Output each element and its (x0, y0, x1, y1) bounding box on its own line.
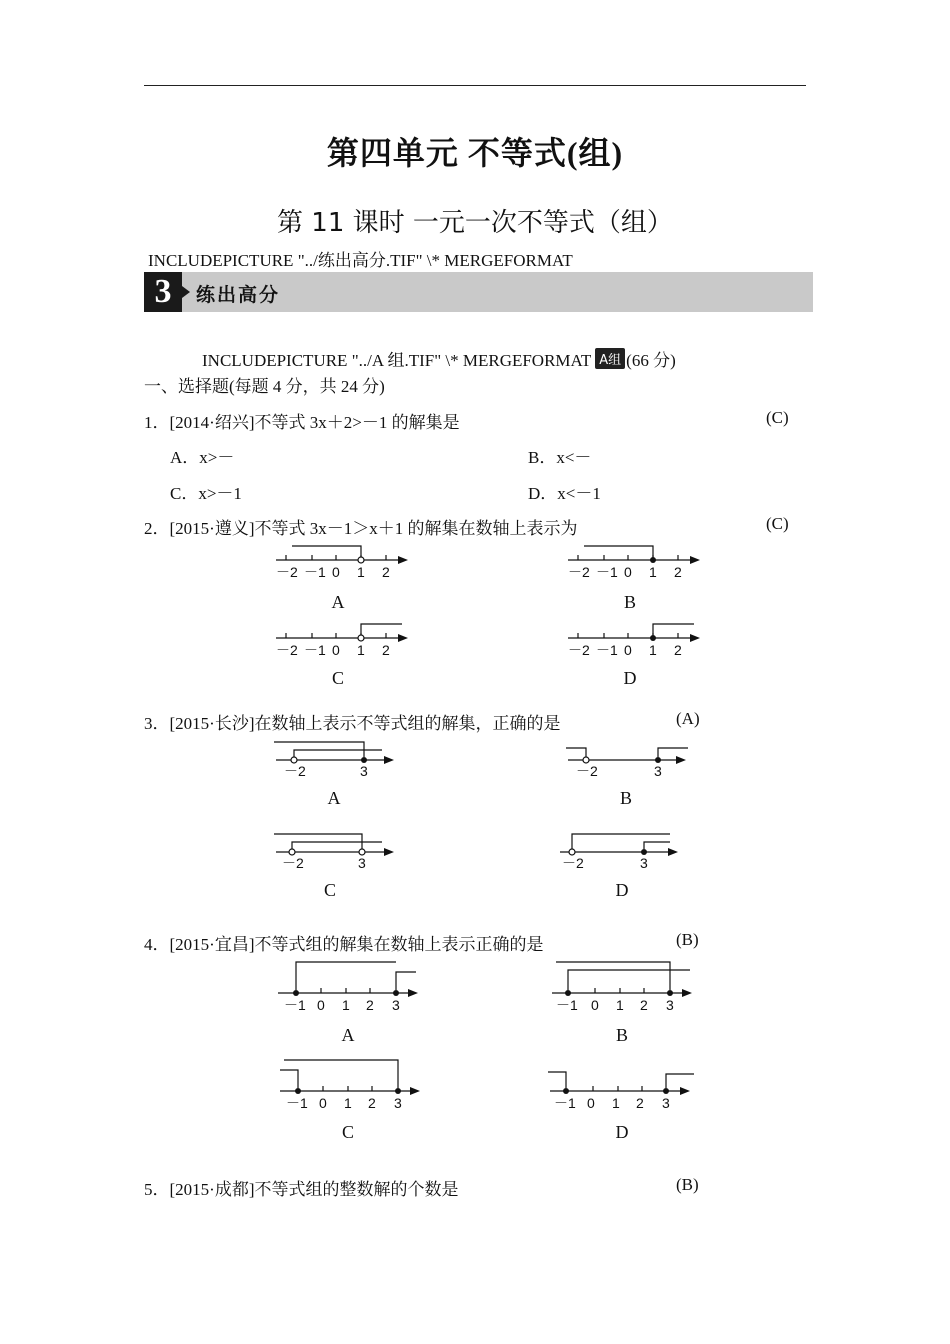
tick-label: －2 (576, 763, 598, 779)
tick-label: －2 (568, 642, 590, 658)
question-1-option-d: D．x<－1 (528, 484, 601, 503)
tick-label: 3 (392, 997, 400, 1013)
include-field-1: INCLUDEPICTURE "../练出高分.TIF" \* MERGEFORMAT (148, 251, 573, 270)
tick-label: 0 (332, 564, 340, 580)
tick-label: －1 (286, 1095, 308, 1111)
tick-label: －2 (562, 855, 584, 871)
tick-label: －1 (284, 997, 306, 1013)
question-2-label-b: B (623, 592, 636, 612)
question-4-label-a: A (341, 1025, 355, 1045)
tick-label: 3 (662, 1095, 670, 1111)
tick-label: －1 (596, 642, 618, 658)
tick-label: 0 (591, 997, 599, 1013)
tick-label: 3 (640, 855, 648, 871)
group-line (202, 346, 676, 371)
question-2-text: 2．[2015·遵义]不等式 3x－1＞x＋1 的解集在数轴上表示为 (144, 519, 578, 538)
tick-label: 1 (357, 564, 365, 580)
tick-label: －2 (276, 564, 298, 580)
question-2-figure-d (564, 618, 704, 660)
tick-label: 1 (342, 997, 350, 1013)
question-3-label-c: C (323, 880, 336, 900)
group-badge: A组 (595, 348, 625, 369)
banner-number: 3 (144, 272, 182, 312)
tick-label: －2 (276, 642, 298, 658)
tick-label: －1 (304, 564, 326, 580)
tick-label: 0 (319, 1095, 327, 1111)
lesson-title: 第 11 课时 一元一次不等式（组） (277, 208, 673, 238)
banner-text: 练出高分 (196, 284, 281, 306)
question-4-answer: (B) (676, 930, 699, 949)
tick-label: 2 (636, 1095, 644, 1111)
tick-label: 0 (624, 642, 632, 658)
question-4-label-d: D (615, 1122, 629, 1142)
tick-label: －1 (556, 997, 578, 1013)
question-4-label-b: B (615, 1025, 628, 1045)
question-2-label-d: D (623, 668, 637, 688)
tick-label: 0 (587, 1095, 595, 1111)
tick-label: 2 (382, 564, 390, 580)
question-5-text: 5．[2015·成都]不等式组的整数解的个数是 (144, 1180, 459, 1199)
question-3-answer: (A) (676, 709, 700, 728)
tick-label: 1 (612, 1095, 620, 1111)
question-3-label-a: A (327, 788, 341, 808)
question-3-label-b: B (619, 788, 632, 808)
tick-label: 2 (674, 642, 682, 658)
question-5-answer: (B) (676, 1175, 699, 1194)
tick-label: 1 (649, 642, 657, 658)
tick-label: －1 (596, 564, 618, 580)
tick-label: 3 (360, 763, 368, 779)
tick-label: 1 (357, 642, 365, 658)
tick-label: －2 (282, 855, 304, 871)
question-3-figure-d (556, 830, 686, 872)
question-2-label-c: C (331, 668, 344, 688)
tick-label: －1 (554, 1095, 576, 1111)
tick-label: －1 (304, 642, 326, 658)
question-2-label-a: A (331, 592, 345, 612)
tick-label: 3 (394, 1095, 402, 1111)
tick-label: 2 (674, 564, 682, 580)
tick-label: 1 (649, 564, 657, 580)
question-4-label-c: C (341, 1122, 354, 1142)
tick-label: 2 (366, 997, 374, 1013)
unit-title: 第四单元 不等式(组) (326, 135, 624, 171)
tick-label: 3 (654, 763, 662, 779)
tick-label: 3 (666, 997, 674, 1013)
question-3-figure-b (564, 738, 694, 780)
tick-label: 2 (382, 642, 390, 658)
section-heading: 一、选择题(每题 4 分，共 24 分) (144, 377, 385, 396)
tick-label: 0 (624, 564, 632, 580)
header-rule (144, 85, 806, 86)
question-1-answer: (C) (766, 408, 789, 427)
question-4-figure-a (276, 958, 426, 1014)
question-4-figure-d (548, 1056, 698, 1112)
group-score: (66 分) (626, 351, 676, 370)
tick-label: 2 (368, 1095, 376, 1111)
tick-label: 3 (358, 855, 366, 871)
include-field-2: INCLUDEPICTURE "../A 组.TIF" \* MERGEFORMAT (202, 351, 592, 370)
question-3-figure-c (272, 830, 402, 872)
question-3-figure-a (272, 738, 402, 780)
question-2-figure-a (272, 540, 412, 582)
question-1-option-c: C．x>－1 (170, 484, 242, 503)
question-1-option-b: B．x<－ (528, 448, 592, 467)
question-4-figure-b (550, 958, 700, 1014)
tick-label: －2 (284, 763, 306, 779)
section-banner (144, 272, 813, 312)
question-2-figure-c (272, 618, 412, 660)
question-2-answer: (C) (766, 514, 789, 533)
question-4-text: 4．[2015·宜昌]不等式组的解集在数轴上表示正确的是 (144, 935, 544, 954)
question-3-label-d: D (615, 880, 629, 900)
tick-label: 2 (640, 997, 648, 1013)
question-2-figure-b (564, 540, 704, 582)
tick-label: －2 (568, 564, 590, 580)
question-1-text: 1．[2014·绍兴]不等式 3x＋2>－1 的解集是 (144, 413, 460, 432)
question-3-text: 3．[2015·长沙]在数轴上表示不等式组的解集，正确的是 (144, 714, 561, 733)
question-1-option-a: A．x>－ (170, 448, 235, 467)
tick-label: 0 (317, 997, 325, 1013)
tick-label: 0 (332, 642, 340, 658)
tick-label: 1 (344, 1095, 352, 1111)
tick-label: 1 (616, 997, 624, 1013)
question-4-figure-c (278, 1056, 428, 1112)
